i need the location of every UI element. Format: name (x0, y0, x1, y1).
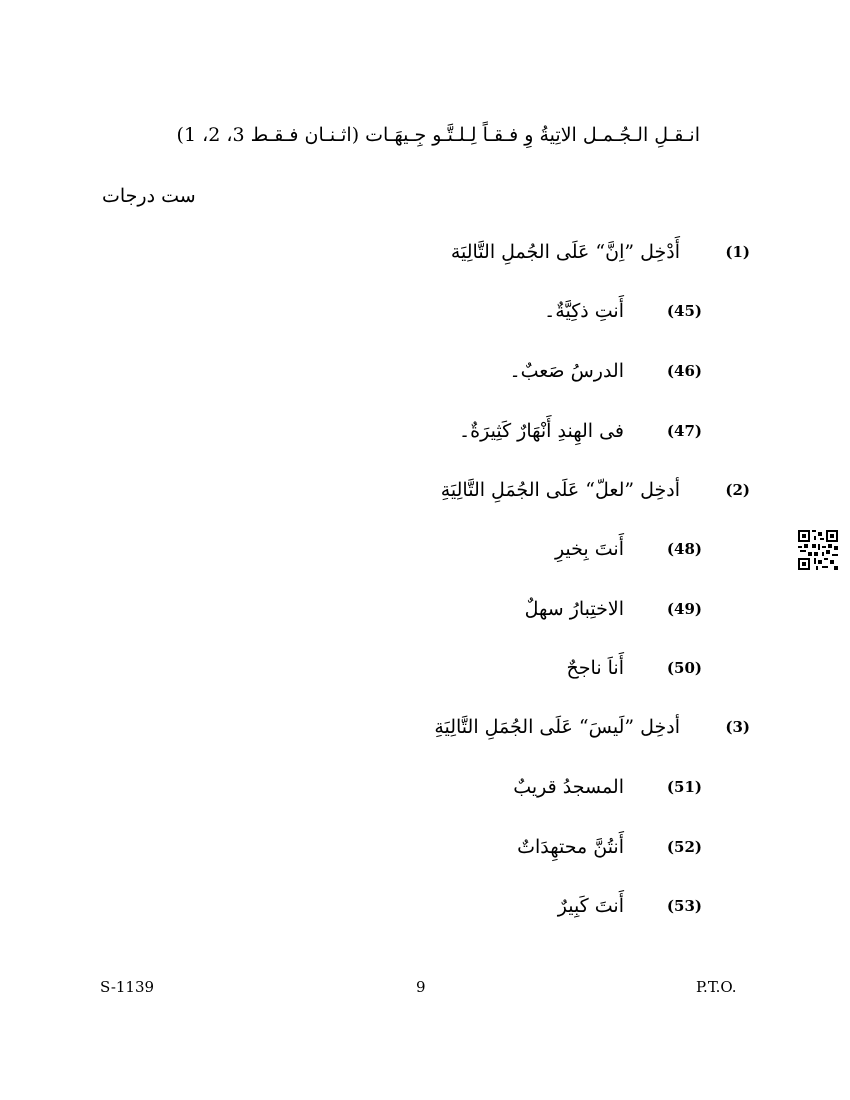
section-number: (1) (725, 243, 750, 261)
question-number: (50) (666, 659, 702, 677)
question-item (558, 895, 702, 917)
question-sentence: الاختِبارُ سهلٌ (524, 598, 624, 620)
marks-label: ست درجات (102, 185, 196, 207)
question-number: (47) (666, 422, 702, 440)
question-item (517, 836, 702, 858)
question-number: (49) (666, 600, 702, 618)
question-number: (48) (666, 540, 702, 558)
question-number: (53) (666, 897, 702, 915)
section-3 (434, 716, 750, 738)
section-1 (451, 241, 750, 263)
paper-code: S-1139 (100, 978, 155, 996)
question-item (459, 420, 702, 442)
question-sentence: أَناَ ناجحٌ (566, 657, 624, 679)
question-sentence: أَنتَ كَبِيرٌ (557, 895, 624, 917)
please-turn-over: P.T.O. (696, 978, 737, 996)
section-number: (3) (725, 718, 750, 736)
question-item (555, 538, 702, 560)
question-sentence: أَنتَ بِخيرِ (554, 538, 624, 560)
question-number: (45) (666, 302, 702, 320)
question-item (509, 360, 702, 382)
page-number: 9 (416, 978, 426, 996)
question-item (544, 300, 702, 322)
question-number: (46) (666, 362, 702, 380)
section-instruction: أَدْخِل ”اِنَّ“ عَلَى الجُملِ التَّالِيَة (450, 241, 680, 263)
question-number: (52) (666, 838, 702, 856)
question-number: (51) (666, 778, 702, 796)
question-sentence: المسجدُ قريبٌ (513, 776, 624, 798)
section-instruction: أدخِل ”لعلّ“ عَلَى الجُمَلِ التَّالِيَةِ (440, 479, 680, 501)
question-sentence: أَنتِ ذكِيَّةٌ۔ (544, 300, 624, 322)
question-instruction: انـقـلِ الـجُـمـل الاتِيةُ وِ فـقـاً لِـلـتَّـو جِـيهَـات (اثـنـان فـقـط 3، 2، 1) (176, 124, 700, 146)
qr-code-icon (798, 530, 838, 570)
section-2 (441, 479, 750, 501)
question-item (525, 598, 702, 620)
question-sentence: أَنتُنَّ محتهِدَاتٌ (517, 836, 624, 858)
question-sentence: فی الهِندِ أَنْهَارٌ كَثِيرَةٌ۔ (459, 420, 624, 442)
section-number: (2) (725, 481, 750, 499)
section-instruction: أدخِل ”لَيسَ“ عَلَى الجُمَلِ التَّالِيَةِ (434, 716, 680, 738)
question-item (513, 776, 702, 798)
question-sentence: الدرسُ صَعبٌ۔ (509, 360, 624, 382)
question-item (567, 657, 702, 679)
